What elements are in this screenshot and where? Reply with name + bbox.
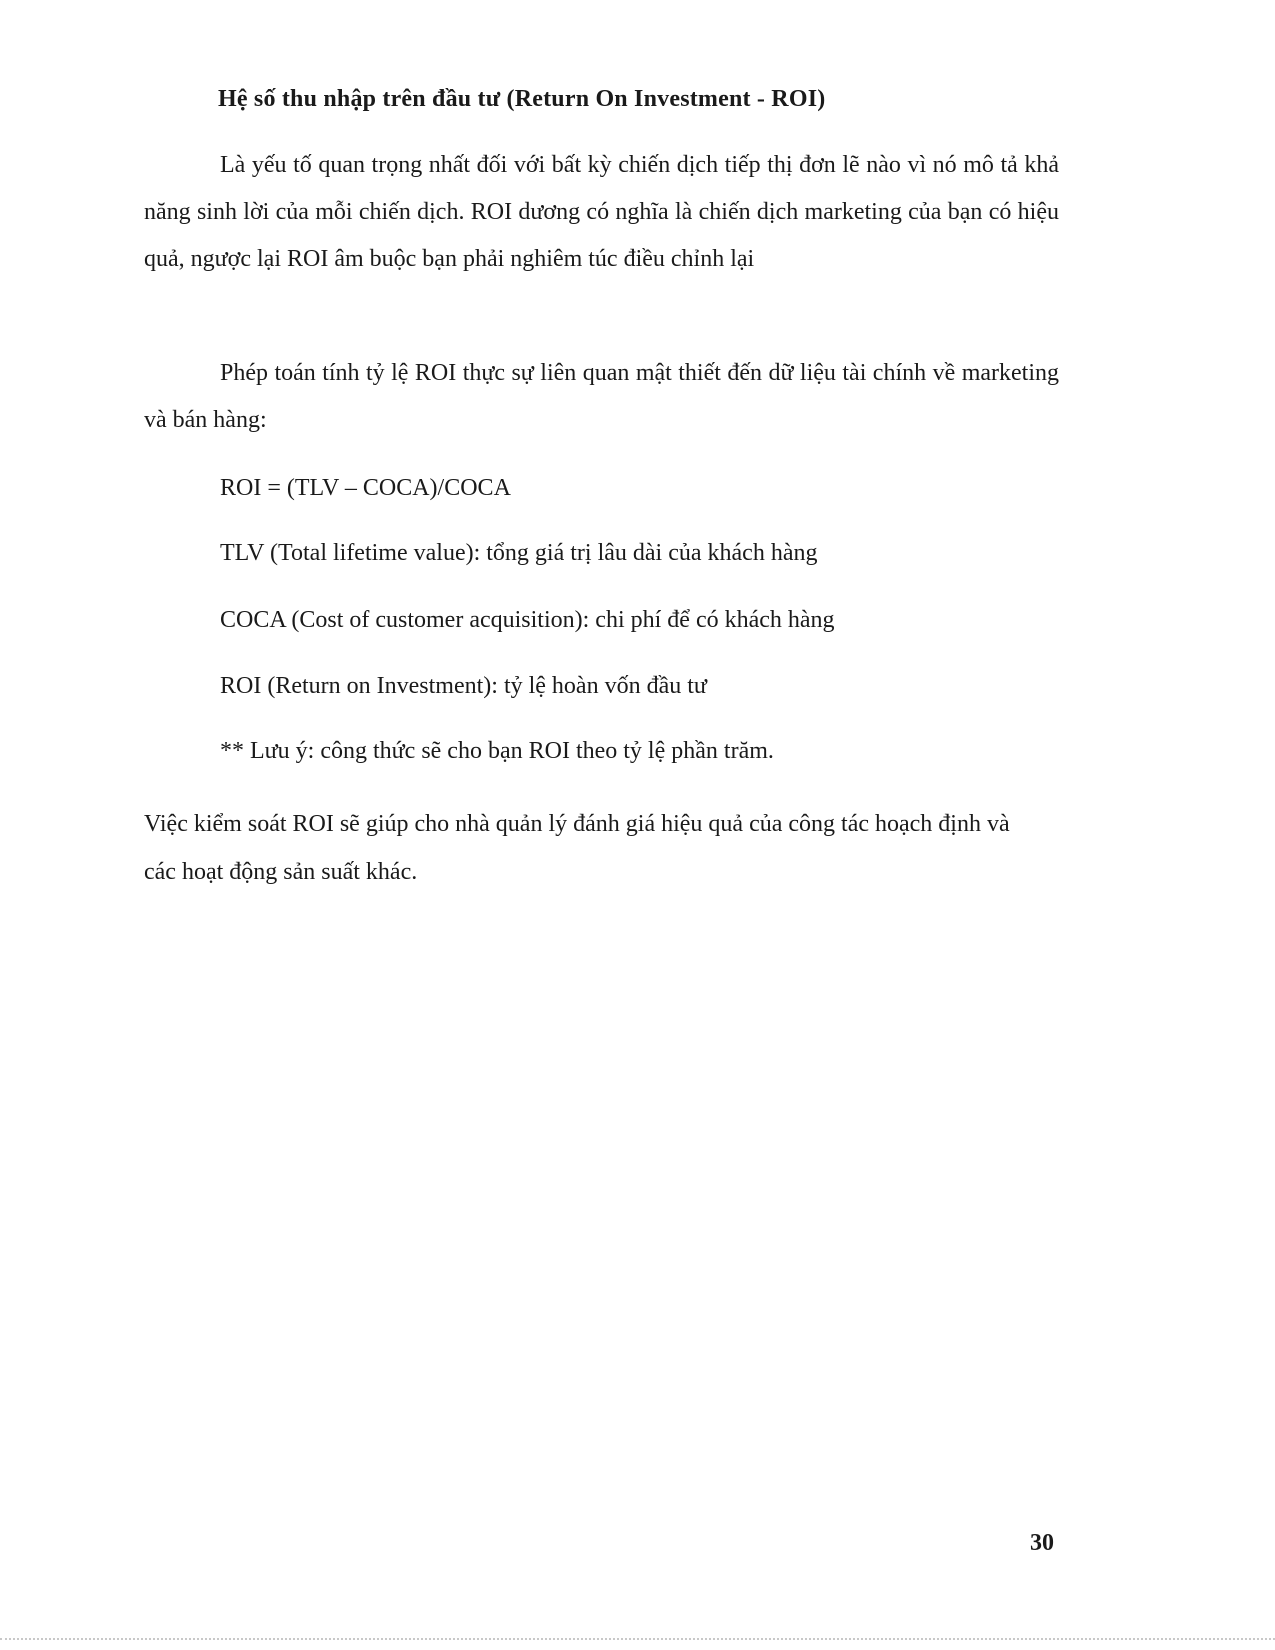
formula-intro-paragraph: Phép toán tính tỷ lệ ROI thực sự liên quan mật thiết đến dữ liệu tài chính về marketing và bán hàng: [144,360,1059,433]
page-number: 30 [1030,1530,1054,1556]
closing-paragraph: Việc kiểm soát ROI sẽ giúp cho nhà quản lý đánh giá hiệu quả của công tác hoạch định và các hoạt động sản suất khác. [144,811,1010,885]
intro-paragraph: Là yếu tố quan trọng nhất đối với bất kỳ chiến dịch tiếp thị đơn lẽ nào vì nó mô tả khả năng sinh lời của mỗi chiến dịch. ROI dương có nghĩa là chiến dịch marketing của bạn có hiệu quả, ngược lại ROI âm buộc bạn phải nghiêm túc điều chỉnh lại [144,152,1059,272]
scan-bottom-edge [0,1638,1275,1640]
roi-definition: ROI (Return on Investment): tỷ lệ hoàn vốn đầu tư [220,673,707,699]
percentage-note: ** Lưu ý: công thức sẽ cho bạn ROI theo tỷ lệ phần trăm. [220,738,774,764]
section-heading: Hệ số thu nhập trên đầu tư (Return On Investment - ROI) [218,86,826,112]
tlv-definition: TLV (Total lifetime value): tổng giá trị lâu dài của khách hàng [220,540,818,566]
roi-formula: ROI = (TLV – COCA)/COCA [220,475,511,501]
coca-definition: COCA (Cost of customer acquisition): chi phí để có khách hàng [220,607,835,633]
